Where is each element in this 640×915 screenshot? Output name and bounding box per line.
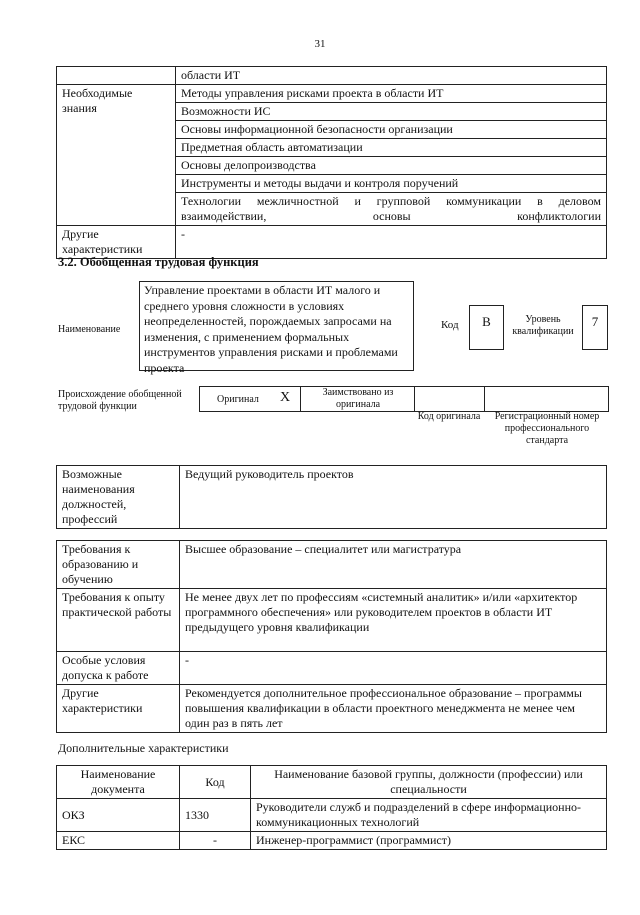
name-label: Наименование [58,324,121,335]
positions-value: Ведущий руководитель проектов [180,466,607,529]
header-cell: Наименование документа [57,766,180,799]
divider [300,386,301,411]
code-value: B [469,305,504,350]
table-cell: Методы управления рисками проекта в области ИТ [176,85,607,103]
table-cell: Основы информационной безопасности организации [176,121,607,139]
table-cell: ЕКС [57,832,180,850]
level-label: Уровень квалификации [512,314,574,337]
table-cell: - [180,832,251,850]
req-label: Требования к опыту практической работы [57,589,180,652]
table-cell [57,67,176,85]
divider [484,386,485,411]
page-number: 31 [314,38,326,50]
origin-label: Происхождение обобщенной трудовой функции [58,389,182,412]
section-title: 3.2. Обобщенная трудовая функция [58,255,259,269]
requirements-table [56,540,607,733]
table-cell: Руководители служб и подразделений в сфере информационно-коммуникационных технологий [251,799,607,832]
req-value: Не менее двух лет по профессиям «системный аналитик» и/или «архитектор программного обеспечения» или руководителем проектов в области ИТ предыдущего уровня квалификации [180,589,607,652]
table-cell: области ИТ [176,67,607,85]
table-cell: ОКЗ [57,799,180,832]
header-cell: Наименование базовой группы, должности (профессии) или специальности [251,766,607,799]
name-value: Управление проектами в области ИТ малого и среднего уровня сложности в условиях неопределенностей, порождаемых запросами на изменения, с применением формальных инструментов управления рисками и проблемами проекта [139,281,414,371]
table-cell: Возможности ИС [176,103,607,121]
original-label: Оригинал [217,394,259,405]
additional-table [56,765,607,850]
table-row [57,799,607,832]
other-label: Другие характеристики [57,226,176,259]
other-value: - [176,226,607,259]
req-value: Рекомендуется дополнительное профессиональное образование – программы повышения квалификации в области проектного менеджмента не менее чем один раз в пять лет [180,685,607,733]
borrowed-label: Заимствовано из оригинала [322,387,394,410]
code-original-label: Код оригинала [417,411,481,422]
table-row [57,67,607,85]
table-row [57,466,607,529]
positions-label: Возможные наименования должностей, профессий [57,466,180,529]
req-label: Требования к образованию и обучению [57,541,180,589]
knowledge-label: Необходимые знания [57,85,176,226]
original-mark: X [280,390,291,405]
reg-number-label: Регистрационный номер профессионального стандарта [494,411,600,446]
table-cell: Технологии межличностной и групповой коммуникации в деловом взаимодействии, основы конфликтологии [176,193,607,226]
table-row [57,541,607,589]
table-row [57,85,607,103]
code-label: Код [441,319,459,331]
req-label: Особые условия допуска к работе [57,652,180,685]
table-cell: Предметная область автоматизации [176,139,607,157]
table-row [57,652,607,685]
table-cell: Основы делопроизводства [176,157,607,175]
positions-table [56,465,607,529]
req-value: Высшее образование – специалитет или магистратура [180,541,607,589]
divider [414,386,415,411]
knowledge-table [56,66,607,259]
header-cell: Код [180,766,251,799]
req-value: - [180,652,607,685]
table-cell: 1330 [180,799,251,832]
req-label: Другие характеристики [57,685,180,733]
table-row [57,226,607,259]
table-cell: Инженер-программист (программист) [251,832,607,850]
table-row [57,589,607,652]
table-cell: Инструменты и методы выдачи и контроля поручений [176,175,607,193]
additional-title: Дополнительные характеристики [58,741,229,755]
table-row [57,685,607,733]
level-value: 7 [582,305,608,350]
table-row [57,766,607,799]
table-row [57,832,607,850]
